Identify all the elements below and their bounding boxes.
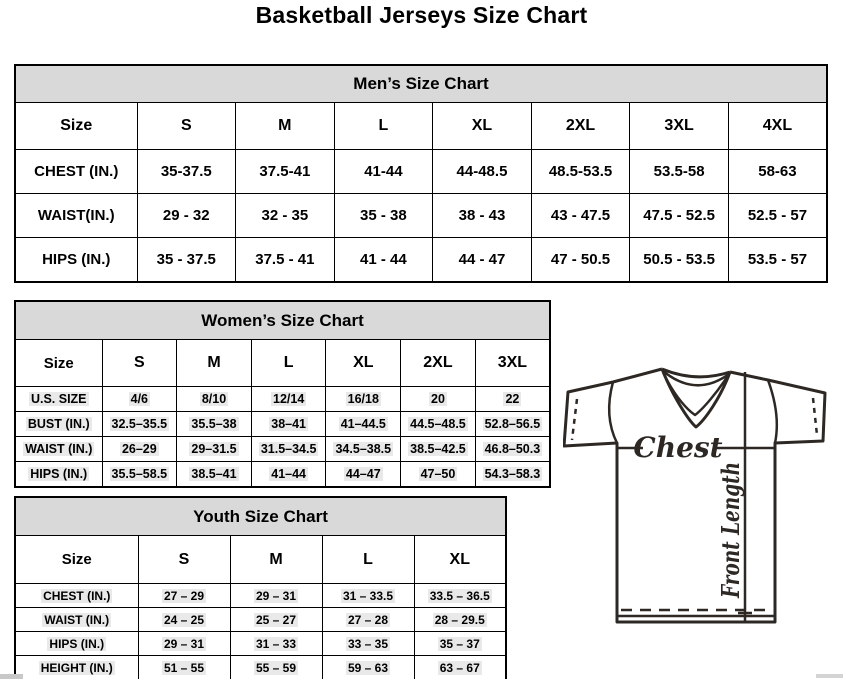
cell-value: 41–44.5 [340, 417, 386, 431]
cell-value: 38.5–41 [191, 467, 237, 481]
cell-value: 51 – 55 [163, 660, 205, 675]
cell [401, 387, 476, 412]
page-title: Basketball Jerseys Size Chart [255, 2, 588, 28]
cell-value: 25 – 27 [255, 612, 297, 627]
cell [401, 437, 476, 462]
womens-size-header-row [15, 340, 550, 387]
cell-value: BUST (IN.) [27, 417, 90, 431]
youth-table-header-row [15, 497, 506, 536]
youth-size-table [14, 496, 507, 679]
left-sleeve-dash [572, 399, 577, 440]
cell-value: HIPS (IN.) [49, 636, 105, 651]
cell [326, 437, 401, 462]
cell-value: 44.5–48.5 [410, 417, 466, 431]
chest-label: Chest [633, 431, 723, 464]
womens-table-title: Women’s Size Chart [15, 301, 550, 340]
youth-size-label: Size [15, 536, 138, 584]
cell-value: 28 – 29.5 [434, 612, 485, 627]
mens-chest-row [15, 150, 827, 194]
youth-table-title: Youth Size Chart [15, 497, 506, 536]
cell [138, 656, 230, 679]
cell-value: 31 – 33.5 [342, 588, 394, 603]
cell [475, 412, 550, 437]
cell [230, 608, 322, 632]
cell: 35 - 37.5 [137, 238, 236, 283]
cell: 58-63 [728, 150, 827, 194]
row-label [15, 608, 138, 632]
cell [102, 412, 177, 437]
row-label [15, 632, 138, 656]
row-label [15, 412, 102, 437]
mens-size-l: L [334, 103, 433, 150]
womens-size-m: M [177, 340, 252, 387]
cell-value: 38–41 [271, 417, 307, 431]
cell: 35-37.5 [137, 150, 236, 194]
cell [251, 387, 326, 412]
womens-size-table [14, 300, 551, 488]
cell-value: 38.5–42.5 [410, 442, 466, 456]
cell-value: 12/14 [273, 392, 305, 406]
cell-value: WAIST (IN.) [44, 612, 110, 627]
cell: 53.5 - 57 [728, 238, 827, 283]
cell-value: 55 – 59 [255, 660, 297, 675]
cell: 37.5 - 41 [236, 238, 335, 283]
cell-value: HIPS (IN.) [30, 467, 88, 481]
cell [230, 632, 322, 656]
cell: 44-48.5 [433, 150, 532, 194]
cell [322, 608, 414, 632]
cell [475, 437, 550, 462]
cell-value: 52.8–56.5 [484, 417, 541, 431]
youth-hips-row [15, 632, 506, 656]
cell [475, 462, 550, 488]
mens-table-title: Men’s Size Chart [15, 65, 827, 103]
cell-value: 59 – 63 [347, 660, 389, 675]
womens-size-s: S [102, 340, 177, 387]
youth-height-row [15, 656, 506, 679]
row-label: HIPS (IN.) [15, 238, 137, 283]
cell: 44 - 47 [433, 238, 532, 283]
cell-value: 44–47 [345, 467, 381, 481]
cell [326, 387, 401, 412]
cell-value: 33.5 – 36.5 [429, 588, 490, 603]
mens-size-3xl: 3XL [630, 103, 729, 150]
collar-top-line [662, 369, 730, 377]
cell-value: 22 [505, 392, 520, 406]
cell [475, 387, 550, 412]
cell [230, 584, 322, 608]
cell-value: 31.5–34.5 [260, 442, 317, 456]
cell-value: 29 – 31 [255, 588, 297, 603]
cell: 32 - 35 [236, 194, 335, 238]
mens-table-header-row [15, 65, 827, 103]
row-label [15, 656, 138, 679]
cell [230, 656, 322, 679]
row-label: CHEST (IN.) [15, 150, 137, 194]
cell-value: 20 [431, 392, 445, 406]
cell-value: 32.5–35.5 [111, 417, 168, 431]
cell [326, 462, 401, 488]
cell-value: 63 – 67 [439, 660, 480, 675]
womens-size-xl: XL [326, 340, 401, 387]
cell: 41 - 44 [334, 238, 433, 283]
mens-size-table [14, 64, 828, 283]
womens-table-header-row [15, 301, 550, 340]
cell-value: 35 – 37 [439, 636, 480, 651]
womens-ussize-row [15, 387, 550, 412]
cell-value: 35.5–38 [191, 417, 237, 431]
row-label [15, 462, 102, 488]
cell [251, 412, 326, 437]
cell: 48.5-53.5 [531, 150, 630, 194]
cell [251, 437, 326, 462]
cell-value: WAIST (IN.) [25, 442, 93, 456]
cell [414, 608, 506, 632]
cell-value: 47–50 [420, 467, 456, 481]
mens-size-m: M [236, 103, 335, 150]
cell-value: 34.5–38.5 [335, 442, 392, 456]
mens-hips-row [15, 238, 827, 283]
mens-size-header-row [15, 103, 827, 150]
horizontal-scrollbar-fragment[interactable] [816, 674, 843, 678]
cell: 53.5-58 [630, 150, 729, 194]
cell [401, 462, 476, 488]
cell-value: 26–29 [121, 442, 157, 456]
left-armhole-seam [609, 382, 617, 443]
mens-size-xl: XL [433, 103, 532, 150]
womens-size-label: Size [15, 340, 102, 387]
cell [414, 656, 506, 679]
right-armhole-seam [768, 380, 777, 443]
cell-value: 35.5–58.5 [111, 467, 168, 481]
cell-value: 29–31.5 [191, 442, 237, 456]
jersey-diagram [563, 362, 831, 624]
cell-value: 27 – 29 [163, 588, 205, 603]
cell [177, 412, 252, 437]
youth-waist-row [15, 608, 506, 632]
youth-chest-row [15, 584, 506, 608]
cell-value: U.S. SIZE [30, 392, 87, 406]
cell [414, 584, 506, 608]
cell [414, 632, 506, 656]
youth-size-m: M [230, 536, 322, 584]
cell: 52.5 - 57 [728, 194, 827, 238]
cell [251, 462, 326, 488]
cell [177, 437, 252, 462]
cell: 50.5 - 53.5 [630, 238, 729, 283]
youth-size-l: L [322, 536, 414, 584]
youth-size-s: S [138, 536, 230, 584]
right-sleeve-dash [813, 398, 817, 435]
cell: 29 - 32 [137, 194, 236, 238]
cell [322, 632, 414, 656]
front-length-label: Front Length [716, 420, 745, 598]
cell-value: CHEST (IN.) [43, 588, 111, 603]
womens-size-l: L [251, 340, 326, 387]
cell [102, 462, 177, 488]
row-label: WAIST(IN.) [15, 194, 137, 238]
cell-value: 46.8–50.3 [484, 442, 541, 456]
cell [138, 608, 230, 632]
row-label [15, 437, 102, 462]
cell-value: 27 – 28 [347, 612, 389, 627]
cell: 43 - 47.5 [531, 194, 630, 238]
mens-size-label: Size [15, 103, 137, 150]
cell-value: 16/18 [347, 392, 379, 406]
cell-value: HEIGHT (IN.) [40, 660, 113, 675]
womens-waist-row [15, 437, 550, 462]
horizontal-scrollbar-thumb[interactable] [0, 674, 23, 679]
mens-waist-row [15, 194, 827, 238]
jersey-outline [564, 369, 825, 622]
cell [322, 656, 414, 679]
youth-size-header-row [15, 536, 506, 584]
cell [102, 437, 177, 462]
cell: 41-44 [334, 150, 433, 194]
cell: 47.5 - 52.5 [630, 194, 729, 238]
cell-value: 29 – 31 [163, 636, 205, 651]
cell [326, 412, 401, 437]
cell-value: 41–44 [271, 467, 307, 481]
mens-size-s: S [137, 103, 236, 150]
cell-value: 8/10 [201, 392, 227, 406]
mens-size-4xl: 4XL [728, 103, 827, 150]
womens-bust-row [15, 412, 550, 437]
cell-value: 24 – 25 [163, 612, 205, 627]
cell-value: 54.3–58.3 [484, 467, 541, 481]
cell: 37.5-41 [236, 150, 335, 194]
cell-value: 31 – 33 [255, 636, 297, 651]
cell-value: 33 – 35 [347, 636, 389, 651]
cell [138, 584, 230, 608]
cell [401, 412, 476, 437]
mens-size-2xl: 2XL [531, 103, 630, 150]
row-label [15, 387, 102, 412]
cell [102, 387, 177, 412]
youth-size-xl: XL [414, 536, 506, 584]
cell [177, 462, 252, 488]
row-label [15, 584, 138, 608]
cell [322, 584, 414, 608]
cell-value: 4/6 [130, 392, 149, 406]
womens-hips-row [15, 462, 550, 488]
cell: 35 - 38 [334, 194, 433, 238]
cell: 47 - 50.5 [531, 238, 630, 283]
womens-size-2xl: 2XL [401, 340, 476, 387]
cell [138, 632, 230, 656]
cell [177, 387, 252, 412]
womens-size-3xl: 3XL [475, 340, 550, 387]
cell: 38 - 43 [433, 194, 532, 238]
